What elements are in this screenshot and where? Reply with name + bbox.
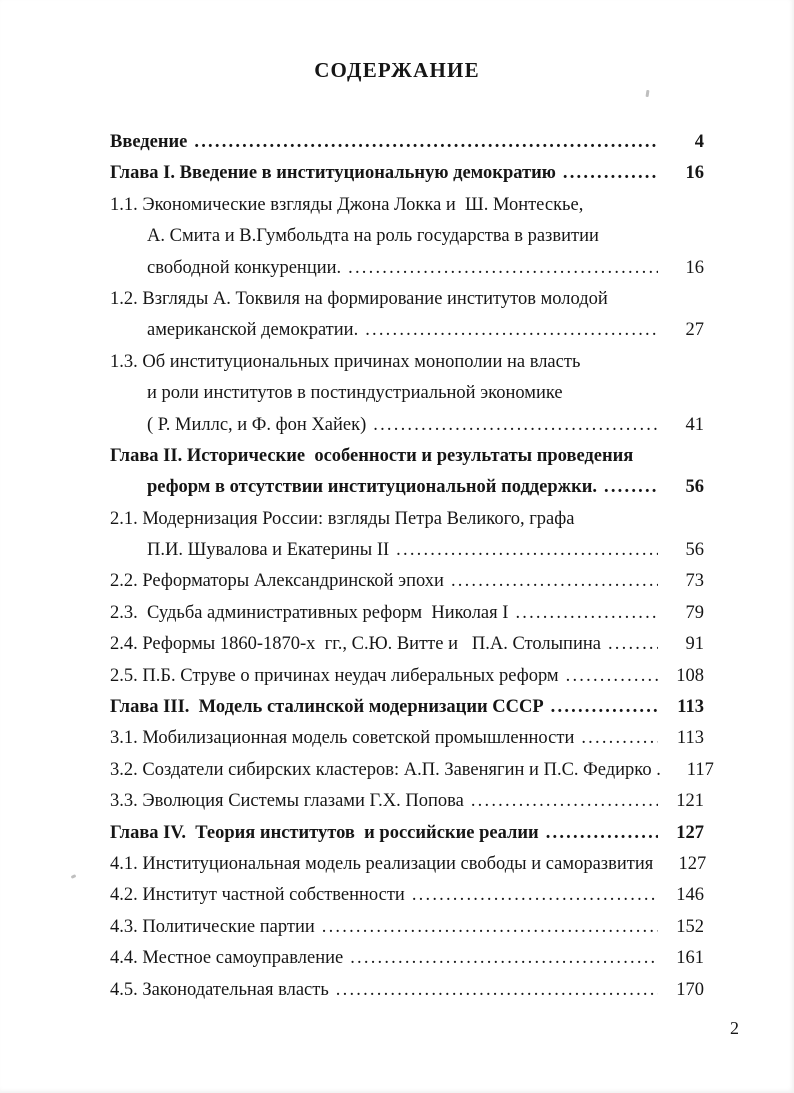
toc-entry-text: 4.5. Законодательная власть <box>110 979 329 1000</box>
toc-row <box>110 697 704 728</box>
toc-entry-text: 4.2. Институт частной собственности <box>110 885 405 906</box>
toc-row <box>110 415 704 446</box>
toc-page-number: 79 <box>685 602 704 623</box>
dot-leader <box>348 258 658 279</box>
dot-leader <box>322 917 658 938</box>
toc-row <box>110 446 704 477</box>
toc-page-number: 56 <box>685 477 704 498</box>
toc-page-number: 127 <box>676 822 704 843</box>
toc-entry-text: 4.1. Институциональная модель реализации свободы и саморазвития <box>110 853 654 874</box>
toc-entry-text: 1.2. Взгляды А. Токвиля на формирование институтов молодой <box>110 288 608 309</box>
toc-page-number: 91 <box>685 634 704 655</box>
toc-page-number: 27 <box>685 320 704 341</box>
toc-row <box>110 728 704 759</box>
toc-entry-text: американской демократии. <box>147 320 359 341</box>
dot-leader <box>515 603 658 624</box>
toc-page-number: 4 <box>694 132 704 152</box>
toc-entry-text: Глава II. Исторические особенности и результаты проведения <box>110 445 634 466</box>
toc-row <box>110 853 707 885</box>
dot-leader <box>350 948 658 969</box>
toc-entry-text: 4.3. Политические партии <box>110 916 315 937</box>
toc-row <box>110 383 704 414</box>
dot-leader <box>604 477 658 498</box>
toc-entry-text: Глава I. Введение в институциональную демократию <box>110 163 556 184</box>
toc-page-number: 121 <box>676 791 704 812</box>
toc-row <box>110 666 704 697</box>
toc-page-number: 170 <box>676 979 704 1000</box>
toc-entry-text: 2.1. Модернизация России: взгляды Петра Великого, графа <box>110 508 575 529</box>
toc-row <box>110 917 704 948</box>
toc-page-number: 16 <box>685 257 704 278</box>
toc-entry-text: Глава IV. Теория институтов и российские реалии <box>110 822 539 843</box>
dot-leader <box>373 415 658 436</box>
toc-entry-text: 2.3. Судьба административных реформ Николая I <box>110 602 509 623</box>
toc-entry-text: А. Смита и В.Гумбольдта на роль государства в развитии <box>147 226 599 247</box>
toc-row <box>110 948 704 979</box>
toc-entry-text: 1.1. Экономические взгляды Джона Локка и Ш. Монтескье, <box>110 194 584 215</box>
toc-entry-text: 3.2. Создатели сибирских кластеров: А.П. Завенягин и П.С. Федирко . <box>110 759 661 780</box>
toc-entry-text: 2.5. П.Б. Струве о причинах неудач либеральных реформ <box>110 665 559 686</box>
toc-row <box>110 132 704 163</box>
toc-row <box>110 885 704 916</box>
dot-leader <box>471 791 658 812</box>
toc-entry-text: ( Р. Миллс, и Ф. фон Хайек) <box>147 414 367 435</box>
toc-entry-text: Глава III. Модель сталинской модернизации СССР <box>110 697 544 718</box>
dot-leader <box>336 980 658 1001</box>
scan-speck <box>71 874 77 879</box>
toc-row <box>110 603 704 634</box>
toc-row <box>110 791 704 822</box>
toc-page-number: 16 <box>685 163 704 184</box>
toc-row <box>110 759 714 791</box>
toc-entry-text: 2.2. Реформаторы Александринской эпохи <box>110 571 444 592</box>
toc-entry-text: Введение <box>110 132 188 152</box>
toc-entry-text: 3.3. Эволюция Системы глазами Г.Х. Попова <box>110 791 464 812</box>
toc-entry-text: 1.3. Об институциональных причинах монополии на власть <box>110 351 581 372</box>
toc-page-number: 152 <box>676 916 704 937</box>
dot-leader <box>396 540 658 561</box>
toc-entry-text: и роли институтов в постиндустриальной экономике <box>147 383 563 404</box>
toc-page-number: 113 <box>676 728 704 749</box>
dot-leader <box>566 666 658 687</box>
toc-row <box>110 571 704 602</box>
toc-entry-text: 2.4. Реформы 1860-1870-х гг., С.Ю. Витте и П.А. Столыпина <box>110 634 601 655</box>
dot-leader <box>365 320 658 341</box>
toc-row <box>110 980 704 1011</box>
toc-row <box>110 289 704 320</box>
toc-entry-text: П.И. Шувалова и Екатерины II <box>147 540 390 561</box>
toc-row <box>110 258 704 289</box>
toc-page-number: 108 <box>676 665 704 686</box>
toc-entry-text: 3.1. Мобилизационная модель советской промышленности <box>110 728 575 749</box>
toc-list <box>110 132 714 1011</box>
toc-entry-text: свободной конкуренции. <box>147 257 342 278</box>
toc-page-number: 73 <box>685 571 704 592</box>
toc-row <box>110 477 704 508</box>
toc-row <box>110 540 704 571</box>
toc-row <box>110 634 704 665</box>
toc-row <box>110 352 704 383</box>
toc-page-number: 113 <box>677 697 704 718</box>
toc-entry-text: 4.4. Местное самоуправление <box>110 948 344 969</box>
dot-leader <box>608 634 658 655</box>
toc-row <box>110 823 704 854</box>
scan-speck <box>646 90 650 97</box>
toc-page-number: 41 <box>685 414 704 435</box>
toc-page-number: 56 <box>685 540 704 561</box>
toc-row <box>110 509 704 540</box>
toc-row <box>110 163 704 194</box>
dot-leader <box>194 132 658 153</box>
dot-leader <box>551 697 658 718</box>
page-title: СОДЕРЖАНИЕ <box>314 58 480 82</box>
toc-entry-text: реформ в отсутствии институциональной поддержки. <box>147 477 598 498</box>
dot-leader <box>581 728 658 749</box>
toc-page-number: 127 <box>678 853 707 874</box>
toc-page-number: 117 <box>686 759 714 780</box>
page-number-folio: 2 <box>730 1018 739 1038</box>
toc-row <box>110 226 704 257</box>
toc-page-number: 161 <box>676 948 704 969</box>
toc-row <box>110 320 704 351</box>
dot-leader <box>412 885 658 906</box>
dot-leader <box>451 571 658 592</box>
toc-page-number: 146 <box>676 885 704 906</box>
dot-leader <box>546 823 658 844</box>
dot-leader <box>563 163 658 184</box>
toc-row <box>110 195 704 226</box>
